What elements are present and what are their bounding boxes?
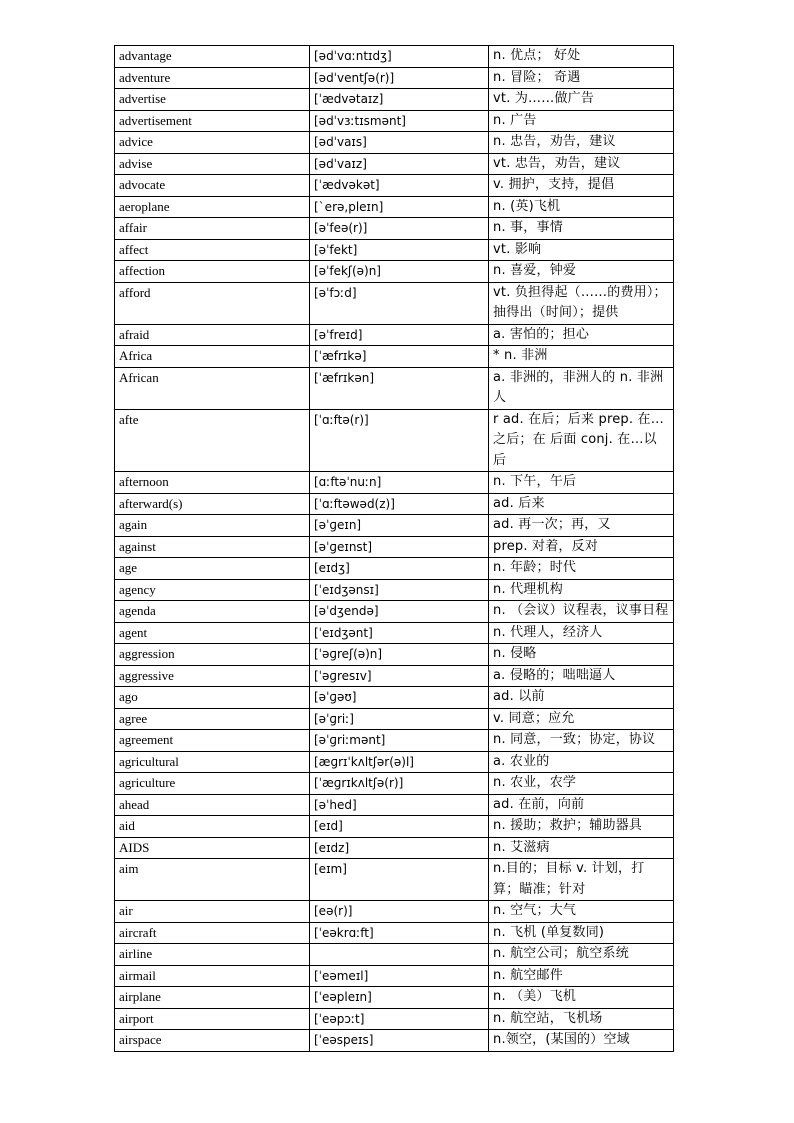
- meaning-cell: a. 非洲的，非洲人的 n. 非洲人: [489, 367, 674, 409]
- meaning-cell: vt. 为……做广告: [489, 89, 674, 111]
- word-cell: African: [115, 367, 310, 409]
- table-row: [115, 472, 674, 494]
- meaning-cell: n. 同意，一致；协定，协议: [489, 730, 674, 752]
- meaning-cell: n. 年龄；时代: [489, 558, 674, 580]
- word-cell: affect: [115, 239, 310, 261]
- phonetic-cell: [əˈfekʃ(ə)n]: [310, 261, 489, 283]
- phonetic-cell: [əˈɡeɪnst]: [310, 536, 489, 558]
- table-row: [115, 110, 674, 132]
- phonetic-cell: [əˈɡriː]: [310, 708, 489, 730]
- word-cell: afterward(s): [115, 493, 310, 515]
- phonetic-cell: [ədˈvaɪz]: [310, 153, 489, 175]
- meaning-cell: n.目的；目标 v. 计划，打算；瞄准；针对: [489, 859, 674, 901]
- word-cell: aid: [115, 816, 310, 838]
- word-cell: against: [115, 536, 310, 558]
- phonetic-cell: [əˈɡəʊ]: [310, 687, 489, 709]
- table-row: [115, 89, 674, 111]
- table-row: [115, 965, 674, 987]
- phonetic-cell: [əˈfɔːd]: [310, 282, 489, 324]
- word-cell: Africa: [115, 346, 310, 368]
- meaning-cell: a. 害怕的；担心: [489, 324, 674, 346]
- phonetic-cell: [ˈædvəkət]: [310, 175, 489, 197]
- word-cell: ahead: [115, 794, 310, 816]
- word-cell: agent: [115, 622, 310, 644]
- phonetic-cell: [ˈeɪdʒənt]: [310, 622, 489, 644]
- word-cell: afraid: [115, 324, 310, 346]
- vocabulary-table: [114, 45, 674, 1052]
- meaning-cell: v. 拥护，支持，提倡: [489, 175, 674, 197]
- word-cell: afte: [115, 409, 310, 472]
- phonetic-cell: [ˈædvətaɪz]: [310, 89, 489, 111]
- meaning-cell: n. 代理机构: [489, 579, 674, 601]
- meaning-cell: n. 农业，农学: [489, 773, 674, 795]
- table-row: [115, 493, 674, 515]
- table-row: [115, 46, 674, 68]
- meaning-cell: r ad. 在后；后来 prep. 在…之后；在 后面 conj. 在…以后: [489, 409, 674, 472]
- meaning-cell: n. 艾滋病: [489, 837, 674, 859]
- word-cell: ago: [115, 687, 310, 709]
- phonetic-cell: [əˈfekt]: [310, 239, 489, 261]
- meaning-cell: n. 广告: [489, 110, 674, 132]
- meaning-cell: n. （会议）议程表，议事日程: [489, 601, 674, 623]
- word-cell: airmail: [115, 965, 310, 987]
- table-row: [115, 751, 674, 773]
- word-cell: agree: [115, 708, 310, 730]
- meaning-cell: n. 飞机 (单复数同): [489, 922, 674, 944]
- meaning-cell: n. 援助；救护；辅助器具: [489, 816, 674, 838]
- table-row: [115, 687, 674, 709]
- phonetic-cell: [əˈfreɪd]: [310, 324, 489, 346]
- phonetic-cell: [ˈeɪdʒənsɪ]: [310, 579, 489, 601]
- meaning-cell: n. 航空公司；航空系统: [489, 944, 674, 966]
- word-cell: advertise: [115, 89, 310, 111]
- word-cell: advocate: [115, 175, 310, 197]
- phonetic-cell: [ədˈvɑːntɪdʒ]: [310, 46, 489, 68]
- meaning-cell: n. 冒险； 奇遇: [489, 67, 674, 89]
- table-row: [115, 837, 674, 859]
- table-row: [115, 579, 674, 601]
- phonetic-cell: [ədˈvaɪs]: [310, 132, 489, 154]
- table-row: [115, 218, 674, 240]
- phonetic-cell: [ˈæfrɪkən]: [310, 367, 489, 409]
- word-cell: advice: [115, 132, 310, 154]
- table-row: [115, 346, 674, 368]
- table-row: [115, 536, 674, 558]
- table-row: [115, 324, 674, 346]
- meaning-cell: n. 忠告，劝告，建议: [489, 132, 674, 154]
- phonetic-cell: [əˈfeə(r)]: [310, 218, 489, 240]
- phonetic-cell: [ˈeəpɔːt]: [310, 1008, 489, 1030]
- meaning-cell: vt. 负担得起（……的费用）；抽得出（时间）；提供: [489, 282, 674, 324]
- phonetic-cell: [eɪm]: [310, 859, 489, 901]
- table-row: [115, 1030, 674, 1052]
- meaning-cell: v. 同意；应允: [489, 708, 674, 730]
- table-row: [115, 558, 674, 580]
- table-row: [115, 901, 674, 923]
- phonetic-cell: [310, 944, 489, 966]
- table-row: [115, 665, 674, 687]
- word-cell: agenda: [115, 601, 310, 623]
- word-cell: AIDS: [115, 837, 310, 859]
- table-row: [115, 644, 674, 666]
- table-row: [115, 196, 674, 218]
- meaning-cell: a. 农业的: [489, 751, 674, 773]
- phonetic-cell: [eɪdʒ]: [310, 558, 489, 580]
- word-cell: advertisement: [115, 110, 310, 132]
- word-cell: afternoon: [115, 472, 310, 494]
- meaning-cell: prep. 对着，反对: [489, 536, 674, 558]
- phonetic-cell: [ˈɑːftə(r)]: [310, 409, 489, 472]
- phonetic-cell: [`erə,pleɪn]: [310, 196, 489, 218]
- phonetic-cell: [əˈɡriːmənt]: [310, 730, 489, 752]
- table-row: [115, 132, 674, 154]
- table-row: [115, 153, 674, 175]
- table-row: [115, 730, 674, 752]
- meaning-cell: n. 事，事情: [489, 218, 674, 240]
- phonetic-cell: [eə(r)]: [310, 901, 489, 923]
- phonetic-cell: [ˈeəpleɪn]: [310, 987, 489, 1009]
- phonetic-cell: [əˈdʒendə]: [310, 601, 489, 623]
- table-row: [115, 367, 674, 409]
- phonetic-cell: [ɑːftəˈnuːn]: [310, 472, 489, 494]
- word-cell: aeroplane: [115, 196, 310, 218]
- phonetic-cell: [eɪd]: [310, 816, 489, 838]
- word-cell: affection: [115, 261, 310, 283]
- word-cell: aircraft: [115, 922, 310, 944]
- meaning-cell: n. 空气；大气: [489, 901, 674, 923]
- table-row: [115, 922, 674, 944]
- meaning-cell: n. 航空邮件: [489, 965, 674, 987]
- meaning-cell: ad. 再一次；再，又: [489, 515, 674, 537]
- meaning-cell: n. 优点； 好处: [489, 46, 674, 68]
- phonetic-cell: [ˈæɡrɪkʌltʃə(r)]: [310, 773, 489, 795]
- table-row: [115, 239, 674, 261]
- meaning-cell: ad. 在前，向前: [489, 794, 674, 816]
- table-row: [115, 859, 674, 901]
- table-row: [115, 622, 674, 644]
- meaning-cell: ad. 以前: [489, 687, 674, 709]
- table-row: [115, 261, 674, 283]
- table-row: [115, 708, 674, 730]
- table-row: [115, 944, 674, 966]
- table-row: [115, 409, 674, 472]
- phonetic-cell: [əˈhed]: [310, 794, 489, 816]
- phonetic-cell: [ˈæfrɪkə]: [310, 346, 489, 368]
- meaning-cell: ad. 后来: [489, 493, 674, 515]
- word-cell: airplane: [115, 987, 310, 1009]
- meaning-cell: n. 喜爱，钟爱: [489, 261, 674, 283]
- word-cell: agriculture: [115, 773, 310, 795]
- table-row: [115, 515, 674, 537]
- table-row: [115, 1008, 674, 1030]
- vocabulary-table-body: [115, 46, 674, 1052]
- table-row: [115, 794, 674, 816]
- phonetic-cell: [ˈəɡreʃ(ə)n]: [310, 644, 489, 666]
- word-cell: afford: [115, 282, 310, 324]
- phonetic-cell: [ədˈvɜːtɪsmənt]: [310, 110, 489, 132]
- word-cell: age: [115, 558, 310, 580]
- meaning-cell: a. 侵略的；咄咄逼人: [489, 665, 674, 687]
- phonetic-cell: [ˈɑːftəwəd(z)]: [310, 493, 489, 515]
- word-cell: again: [115, 515, 310, 537]
- table-row: [115, 601, 674, 623]
- phonetic-cell: [ˈəɡresɪv]: [310, 665, 489, 687]
- table-row: [115, 282, 674, 324]
- phonetic-cell: [ədˈventʃə(r)]: [310, 67, 489, 89]
- meaning-cell: n.领空，(某国的）空域: [489, 1030, 674, 1052]
- table-row: [115, 987, 674, 1009]
- word-cell: aggressive: [115, 665, 310, 687]
- word-cell: aim: [115, 859, 310, 901]
- meaning-cell: vt. 忠告，劝告，建议: [489, 153, 674, 175]
- word-cell: advise: [115, 153, 310, 175]
- word-cell: affair: [115, 218, 310, 240]
- meaning-cell: n. 下午，午后: [489, 472, 674, 494]
- phonetic-cell: [eɪdz]: [310, 837, 489, 859]
- phonetic-cell: [əˈɡeɪn]: [310, 515, 489, 537]
- phonetic-cell: [ˈeəkrɑːft]: [310, 922, 489, 944]
- table-row: [115, 773, 674, 795]
- meaning-cell: n. 侵略: [489, 644, 674, 666]
- table-row: [115, 816, 674, 838]
- phonetic-cell: [ˈeəspeɪs]: [310, 1030, 489, 1052]
- word-cell: aggression: [115, 644, 310, 666]
- word-cell: advantage: [115, 46, 310, 68]
- word-cell: agricultural: [115, 751, 310, 773]
- word-cell: air: [115, 901, 310, 923]
- meaning-cell: * n. 非洲: [489, 346, 674, 368]
- table-row: [115, 175, 674, 197]
- word-cell: airport: [115, 1008, 310, 1030]
- phonetic-cell: [ˈeəmeɪl]: [310, 965, 489, 987]
- word-cell: airspace: [115, 1030, 310, 1052]
- meaning-cell: n. 代理人，经济人: [489, 622, 674, 644]
- meaning-cell: n. (英)飞机: [489, 196, 674, 218]
- word-cell: agreement: [115, 730, 310, 752]
- word-cell: agency: [115, 579, 310, 601]
- meaning-cell: vt. 影响: [489, 239, 674, 261]
- meaning-cell: n. （美）飞机: [489, 987, 674, 1009]
- phonetic-cell: [æɡrɪˈkʌltʃər(ə)l]: [310, 751, 489, 773]
- word-cell: adventure: [115, 67, 310, 89]
- table-row: [115, 67, 674, 89]
- word-cell: airline: [115, 944, 310, 966]
- meaning-cell: n. 航空站，飞机场: [489, 1008, 674, 1030]
